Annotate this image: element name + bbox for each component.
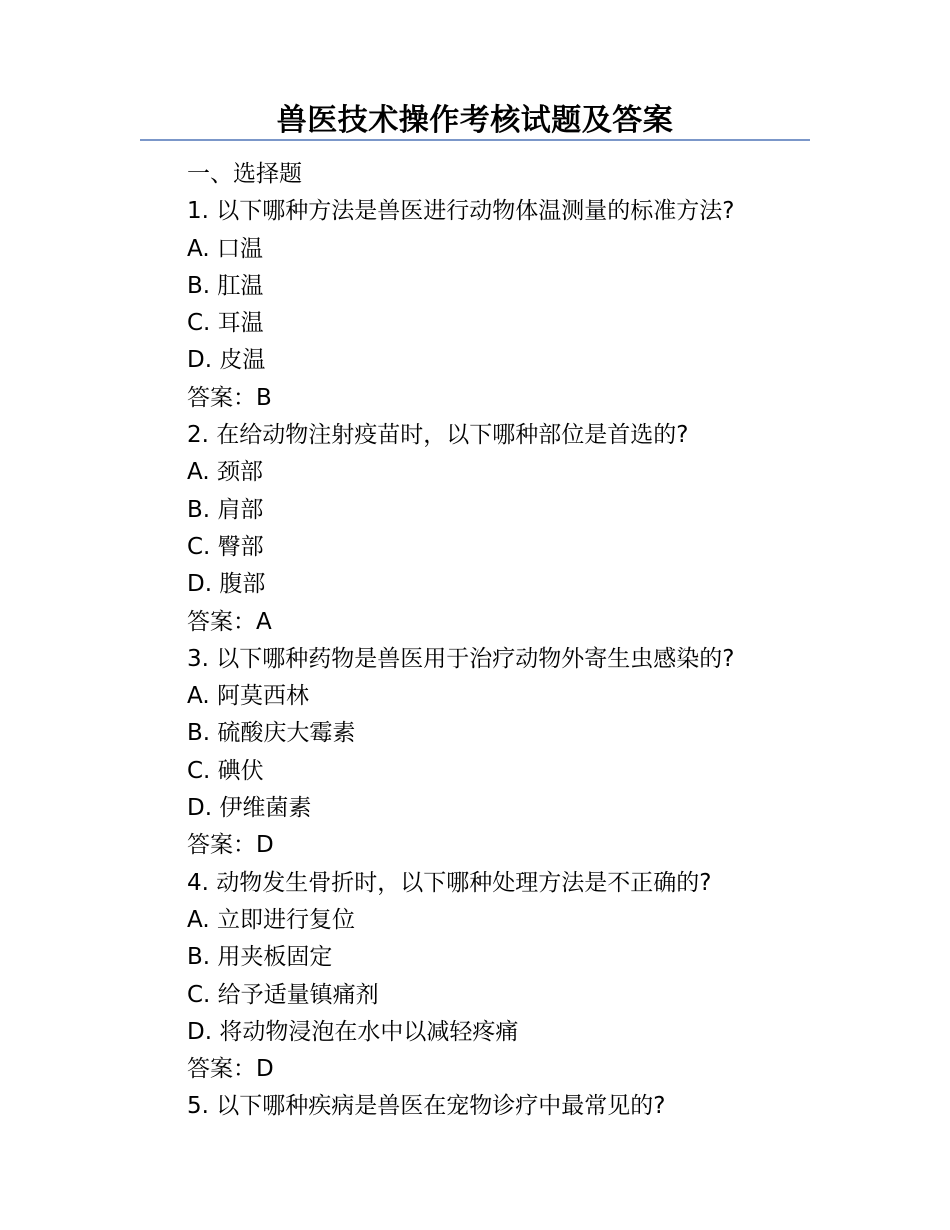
question-1-option-d: D. 皮温	[187, 347, 266, 374]
question-4-option-c: C. 给予适量镇痛剂	[187, 981, 379, 1008]
question-2-option-a: A. 颈部	[187, 459, 263, 486]
question-1-answer: 答案：B	[187, 384, 272, 411]
question-1-option-b: B. 肛温	[187, 272, 264, 299]
question-4-option-b: B. 用夹板固定	[187, 944, 333, 971]
section-heading: 一、选择题	[187, 161, 302, 187]
question-2: 2. 在给动物注射疫苗时，以下哪种部位是首选的?	[187, 422, 689, 449]
question-3-answer: 答案：D	[187, 832, 274, 859]
question-2-answer: 答案：A	[187, 608, 272, 635]
question-3-option-d: D. 伊维菌素	[187, 795, 312, 822]
question-4: 4. 动物发生骨折时，以下哪种处理方法是不正确的?	[187, 869, 712, 896]
question-4-option-a: A. 立即进行复位	[187, 906, 355, 933]
title-underline	[140, 139, 810, 141]
question-2-option-d: D. 腹部	[187, 571, 266, 598]
question-1-option-a: A. 口温	[187, 235, 263, 262]
document-body	[187, 156, 827, 1126]
document-title: 兽医技术操作考核试题及答案	[276, 103, 674, 138]
question-3: 3. 以下哪种药物是兽医用于治疗动物外寄生虫感染的?	[187, 645, 735, 672]
question-4-option-d: D. 将动物浸泡在水中以减轻疼痛	[187, 1018, 519, 1045]
question-3-option-a: A. 阿莫西林	[187, 683, 309, 710]
question-1: 1. 以下哪种方法是兽医进行动物体温测量的标准方法?	[187, 198, 735, 225]
question-4-answer: 答案：D	[187, 1056, 274, 1083]
question-3-option-c: C. 碘伏	[187, 757, 264, 784]
question-1-option-c: C. 耳温	[187, 310, 264, 337]
question-2-option-b: B. 肩部	[187, 496, 264, 523]
question-5: 5. 以下哪种疾病是兽医在宠物诊疗中最常见的?	[187, 1093, 666, 1120]
question-3-option-b: B. 硫酸庆大霉素	[187, 720, 356, 747]
question-2-option-c: C. 臀部	[187, 533, 264, 560]
